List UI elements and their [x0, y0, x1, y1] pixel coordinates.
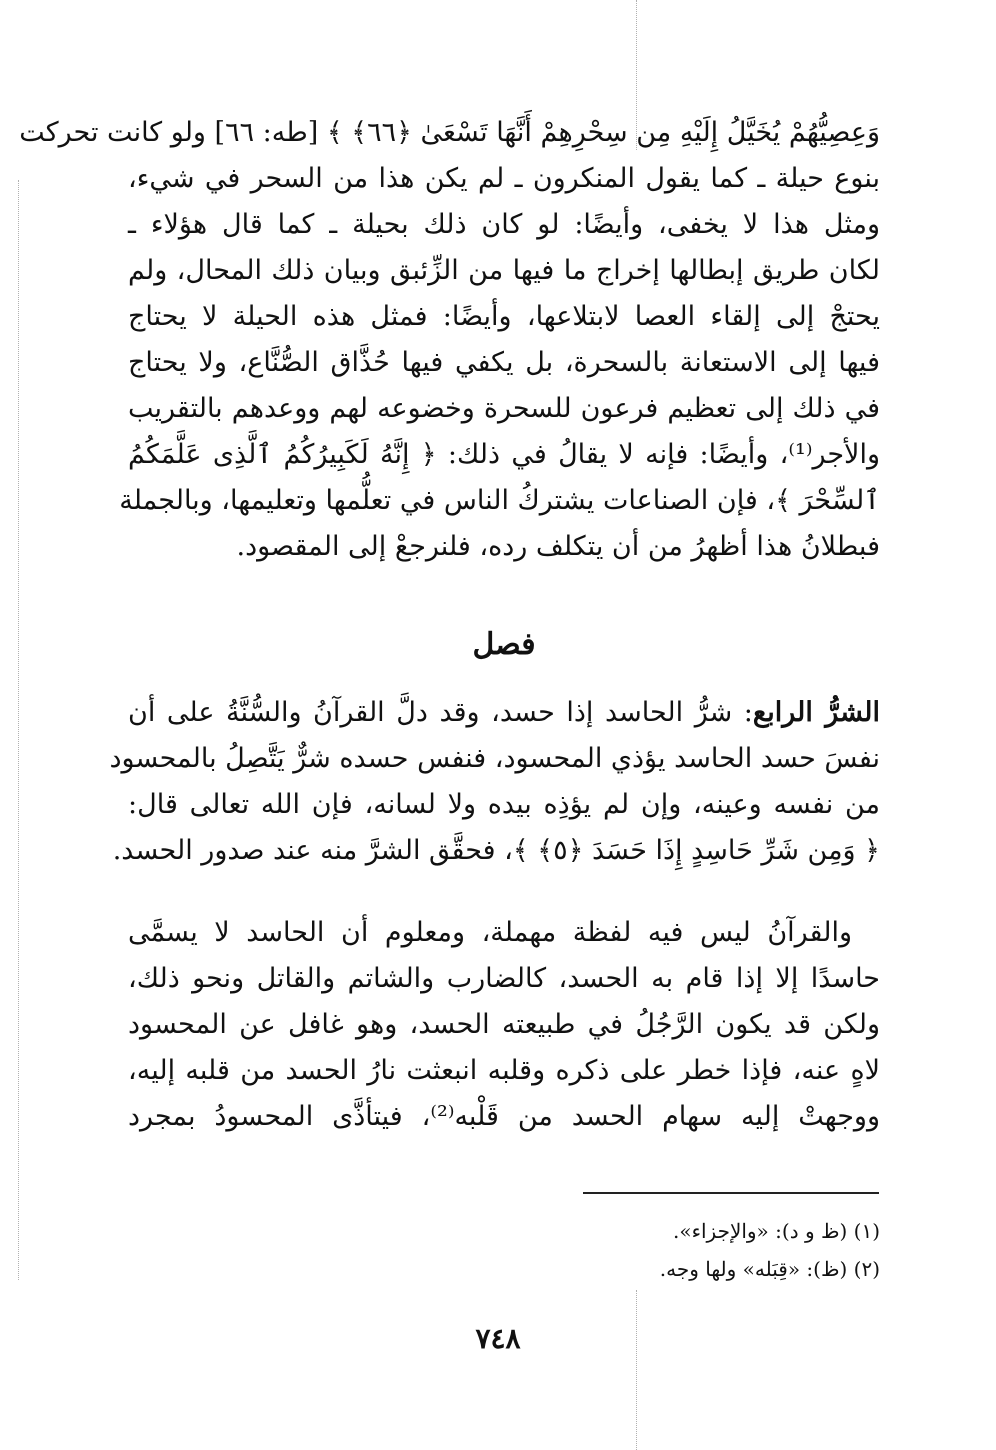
paragraph-2 [109, 690, 880, 874]
footnote-divider [583, 1192, 879, 1194]
scan-fold-mark-bottom [636, 1290, 637, 1450]
text-line: ٱلسِّحْرَ ﴾، فإن الصناعات يشتركُ الناس في تعلُّمها وتعليمها، وبالجملة [119, 485, 880, 516]
text-line: حاسدًا إلا إذا قام به الحسد، كالضارب والشاتم والقاتل ونحو ذلك، [128, 963, 880, 994]
text-line: في ذلك إلى تعظيم فرعون للسحرة وخضوعه لهم ووعدهم بالتقريب [128, 393, 880, 424]
footnote-2: (٢) (ظ): «قِبَله» ولها وجه. [659, 1257, 880, 1281]
lead-line-rest: : شرُّ الحاسد إذا حسد، وقد دلَّ القرآنُ والسُّنَّةُ على أن [128, 697, 753, 728]
lead-phrase: الشرُّ الرابع [752, 697, 880, 728]
footnote-1: (١) (ظ و د): «والإجزاء». [672, 1219, 880, 1243]
section-heading: فصل [472, 627, 536, 662]
text-line: بنوع حيلة ـ كما يقول المنكرون ـ لم يكن هذا من السحر في شيء، [128, 163, 880, 194]
text-line-first [128, 690, 880, 736]
text-line: والقرآنُ ليس فيه لفظة مهملة، ومعلوم أن الحاسد لا يسمَّى [128, 917, 852, 948]
text-line: فبطلانُ هذا أظهرُ من أن يتكلف رده، فلنرجعْ إلى المقصود. [236, 531, 880, 562]
text-line: فيها إلى الاستعانة بالسحرة، بل يكفي فيها حُذَّاق الصُّنَّاع، ولا يحتاج [128, 347, 880, 378]
paragraph-3 [128, 910, 880, 1140]
text-line: ومثل هذا لا يخفى، وأيضًا: لو كان ذلك بحيلة ـ كما قال هؤلاء ـ [128, 209, 880, 240]
paragraph-1 [19, 110, 880, 570]
footnotes [380, 1212, 880, 1288]
text-line: لكان طريق إبطالها إخراج ما فيها من الزِّئبق وبيان ذلك المحال، ولم [128, 255, 880, 286]
text-line: والأجر⁽¹⁾، وأيضًا: فإنه لا يقالُ في ذلك: ﴿ إِنَّهُ لَكَبِيرُكُمُ ٱلَّذِى عَلَّمَكُمُ [128, 439, 880, 470]
text-line: لاهٍ عنه، فإذا خطر على ذكره وقلبه انبعثت نارُ الحسد من قلبه إليه، [128, 1055, 880, 1086]
text-line: يحتجْ إلى إلقاء العصا لابتلاعها، وأيضًا: فمثل هذه الحيلة لا يحتاج [128, 301, 880, 332]
text-line: ووجهتْ إليه سهام الحسد من قَلْبه⁽²⁾، فيتأذَّى المحسودُ بمجرد [128, 1101, 881, 1132]
text-line: وَعِصِيُّهُمْ يُخَيَّلُ إِلَيْهِ مِن سِحْرِهِمْ أَنَّهَا تَسْعَىٰ ﴿٦٦﴾ ﴾ [طه: ٦٦] ولو كانت تحركت [19, 117, 880, 148]
text-line: ﴿ وَمِن شَرِّ حَاسِدٍ إِذَا حَسَدَ ﴿٥﴾ ﴾، فحقَّق الشرَّ منه عند صدور الحسد. [112, 835, 880, 866]
scan-margin-mark [18, 180, 19, 1280]
page-number: ٧٤٨ [475, 1322, 521, 1355]
text-line: من نفسه وعينه، وإن لم يؤذِه بيده ولا لسانه، فإن الله تعالى قال: [128, 789, 880, 820]
text-line: نفسَ حسد الحاسد يؤذي المحسود، فنفس حسده شرٌّ يَتَّصِلُ بالمحسود [109, 743, 880, 774]
text-line: ولكن قد يكون الرَّجُلُ في طبيعته الحسد، وهو غافل عن المحسود [128, 1009, 880, 1040]
